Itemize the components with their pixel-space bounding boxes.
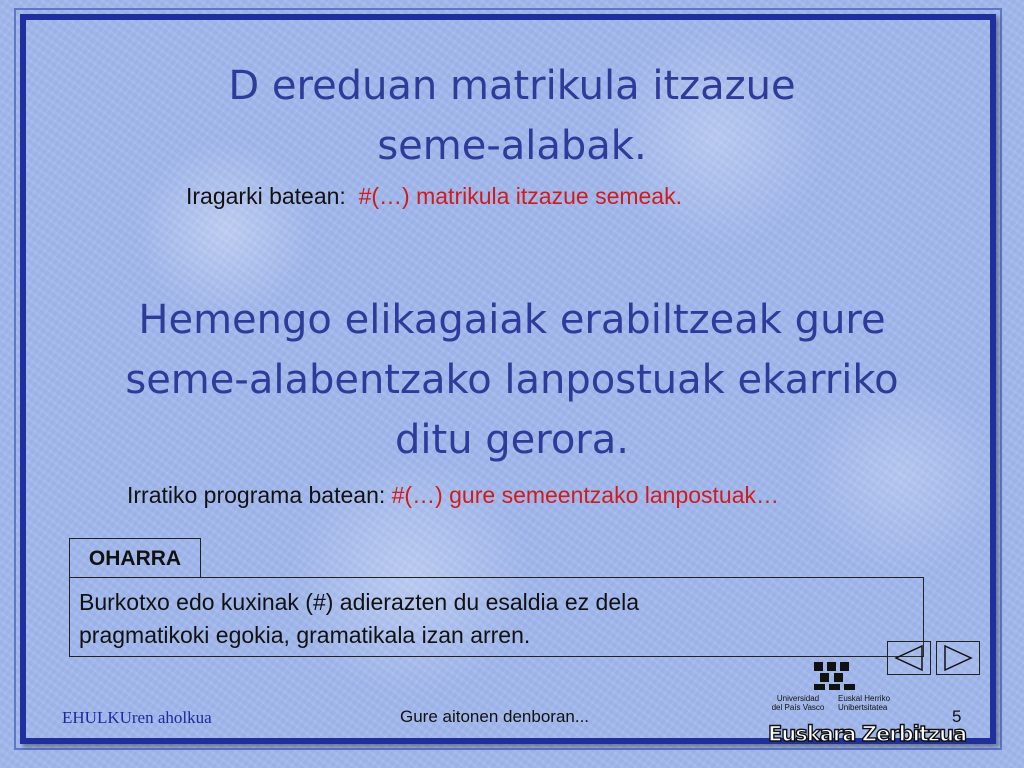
footer-left-text: EHULKUren aholkua <box>62 708 212 727</box>
advert-example-red: #(…) matrikula itzazue semeak. <box>358 183 682 209</box>
title-line-1: D ereduan matrikula itzazue <box>228 63 796 109</box>
university-eu-line-1: Euskal Herriko <box>838 694 891 703</box>
radio-example-prefix: Irratiko programa batean: <box>127 482 392 508</box>
radio-example-red: #(…) gure semeentzako lanpostuak… <box>391 482 780 508</box>
university-emblem-icon <box>812 660 858 692</box>
title-line-2: seme-alabak. <box>377 123 647 169</box>
main-line-3: ditu gerora. <box>395 417 629 463</box>
university-es-line-2: del País Vasco <box>771 703 825 712</box>
note-line-2: pragmatikoki egokia, gramatikala izan arren. <box>79 622 531 648</box>
service-name: Euskara Zerbitzua <box>768 722 967 746</box>
note-line-1: Burkotxo edo kuxinak (#) adierazten du esaldia ez dela <box>79 589 640 615</box>
note-label: OHARRA <box>69 538 201 578</box>
advert-example-prefix: Iragarki batean: <box>186 183 359 209</box>
main-line-2: seme-alabentzako lanpostuak ekarriko <box>125 357 899 403</box>
slide-title <box>0 56 1024 176</box>
university-name-es <box>768 694 828 712</box>
main-line-1: Hemengo elikagaiak erabiltzeak gure <box>138 297 886 343</box>
footer-center-text: Gure aitonen denboran... <box>400 707 590 726</box>
university-logo <box>768 660 967 755</box>
triangle-right-icon <box>937 642 979 674</box>
university-es-line-1: Universidad <box>776 694 820 703</box>
next-slide-button[interactable] <box>936 641 980 675</box>
university-name-eu <box>838 694 902 712</box>
note-box <box>69 577 924 657</box>
advert-example <box>186 183 682 210</box>
radio-example <box>127 482 779 509</box>
university-eu-line-2: Unibertsitatea <box>838 703 888 712</box>
slide-number: 5 <box>952 707 962 726</box>
main-sentence <box>40 290 984 470</box>
